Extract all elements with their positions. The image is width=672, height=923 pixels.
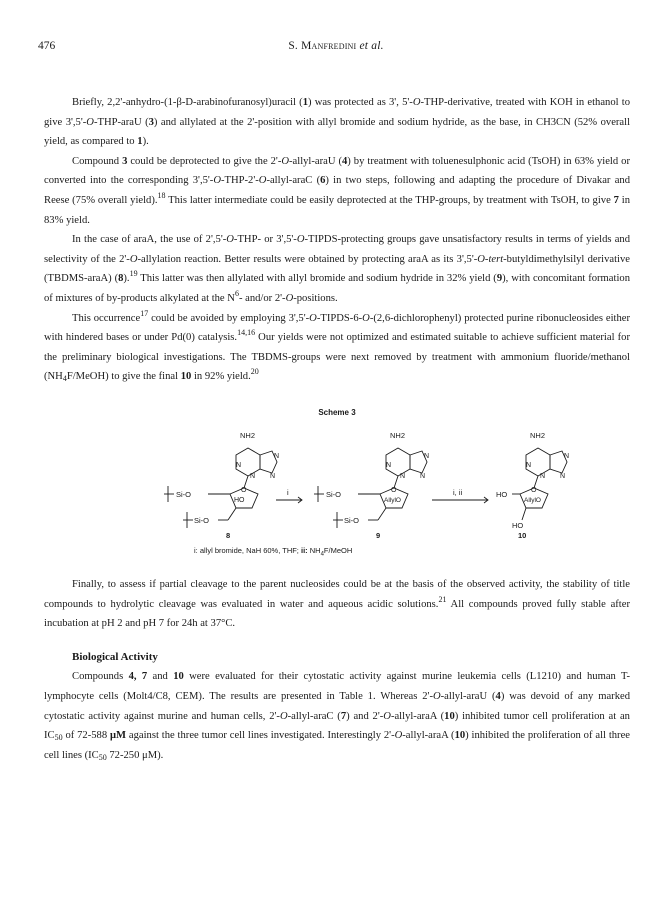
page-number: 476 [38,40,56,52]
compound-10-bottom-label: HO [512,521,524,530]
compound-9-ring-n3: N [424,453,430,460]
article-body-top [44,93,630,387]
author-initial: S. [288,40,302,52]
compound-8-ring-o: O [241,487,247,494]
compound-8-silyl-bottom: Si-O [194,516,209,525]
paragraph-3: In the case of araA, the use of 2',5'-O-THP- or 3',5'-O-TIPDS-protecting groups gave unsatisfactory results in terms of yields and selectivity of the 2'-O-allylation reaction. Better results were obtained by protecting araA as its 3',5'-O-tert-butyldimethylsilyl derivative (TBDMS-araA) (8).$^{19}$ This latter was then allylated with allyl bromide and sodium hydride in 32% yield (9), with concomitant formation of mixtures of by-products alkylated at the $N^6-$ and/or 2'-O-positions. [44,234,631,304]
compound-8-sugar-label: HO [234,497,245,504]
compound-9-silyl-bottom: Si-O [344,516,359,525]
compound-9-ring-n1: N [386,462,392,469]
compound-8-structure [164,448,280,528]
author-et-al: et al. [356,40,384,52]
compound-8-ring-n3: N [274,453,280,460]
compound-10-sugar-label: AllylO [524,497,541,504]
compound-9-silyl-top: Si-O [326,490,341,499]
article-body-bottom [44,575,630,765]
compound-8-ring-n2: N [250,473,256,480]
paragraph-4: This occurrence$^{17}$ could be avoided by employing 3',5'-O-TIPDS-6-O-(2,6-dichlorophenyl) protected purine ribonucleosides either with hindered bases or under Pd(0) catalysis.$^{14,16}$ Our yields were not optimized and estimated suitable to achieve sufficient material for the preliminary biological investigations. The TBDMS-groups were next removed by treatment with ammonium fluoride/methanol $(NH_4F/MeOH)$ to give the final 10 in 92% yield.$^{20}$ [44,308,630,384]
reaction-scheme [44,408,630,558]
scheme-title: Scheme 3 [318,408,356,417]
paragraph-6: Compounds 4, 7 and 10 were evaluated for their cytostatic activity against murine leukemia cells (L1210) and human T-lymphocyte cells (Molt4/C8, CEM). The results are presented in Table 1. Whereas 2'-O-allyl-araU (4) was devoid of any marked cytostatic activity against murine and human cells, 2'-O-allyl-araC (7) and 2'-O-allyl-araA (10) inhibited tumor cell proliferation at an $IC_{50}$ of 72-588 μM against the three tumor cell lines investigated. Interestingly 2'-O-allyl-araA (10) inhibited the proliferation of all three cell lines ($IC_{50}$ 72-250 μM). [44,671,631,762]
compound-10-structure [512,448,570,520]
compound-8-ring-n4: N [270,473,276,480]
arrow-2-label: i, ii [453,488,463,497]
compound-10-id: 10 [518,531,527,540]
compound-9-amine: NH2 [390,431,406,440]
compound-9-ring-o: O [391,487,397,494]
scheme-caption: i: allyl bromide, NaH 60%, THF; ii: $NH_4F$/MeOH [194,546,353,558]
paragraph-5: Finally, to assess if partial cleavage to the parent nucleosides could be at the basis of the observed activity, the stability of title compounds to hydrolytic cleavage was evaluated in water and aqueous acidic solutions.$^{21}$ All compounds proved fully stable after incubation at pH 2 and pH 7 for 24h at 37°C. [44,579,630,630]
compound-9-id: 9 [376,531,381,540]
compound-10-amine: NH2 [530,431,546,440]
compound-8-amine: NH2 [240,431,256,440]
compound-8-id: 8 [226,531,231,540]
compound-10-top-label: HO [496,490,508,499]
compound-10-ring-n3: N [564,453,570,460]
compound-10-ring-n2: N [540,473,546,480]
running-head [38,40,634,52]
author-surname: Manfredini [301,40,357,52]
compound-9-structure [314,448,430,528]
compound-8-silyl-top: Si-O [176,490,191,499]
paragraph-2: Compound 3 could be deprotected to give the 2'-O-allyl-araU (4) by treatment with toluenesulphonic acid (TsOH) in 63% yield or converted into the corresponding 3',5'-O-THP-2'-O-allyl-araC (6) in two steps, following and adapting the procedure of Divakar and Reese (75% overall yield).$^{18}$ This latter intermediate could be easily deprotected at the THP-groups, by treatment with TsOH, to give 7 in 83% yield. [44,155,630,226]
compound-9-ring-n4: N [420,473,426,480]
compound-9-sugar-label: AllylO [384,497,401,504]
compound-10-ring-n4: N [560,473,566,480]
compound-9-ring-n2: N [400,473,406,480]
section-heading-biological-activity: Biological Activity [72,650,158,663]
compound-8-ring-n1: N [236,462,242,469]
compound-10-ring-n1: N [526,462,532,469]
compound-10-ring-o: O [531,487,537,494]
scheme-drawing [44,420,630,546]
arrow-1-label: i [287,488,289,497]
page-header [38,40,634,56]
paragraph-1: Briefly, 2,2'-anhydro-(1-β-D-arabinofuranosyl)uracil (1) was protected as 3', 5'-O-THP-derivative, treated with KOH in ethanol to give 3',5'-O-THP-araU (3) and allylated at the 2'-position with allyl bromide and sodium hydride, as the base, in CH3CN (52% overall yield, as compared to 1). [44,97,631,148]
